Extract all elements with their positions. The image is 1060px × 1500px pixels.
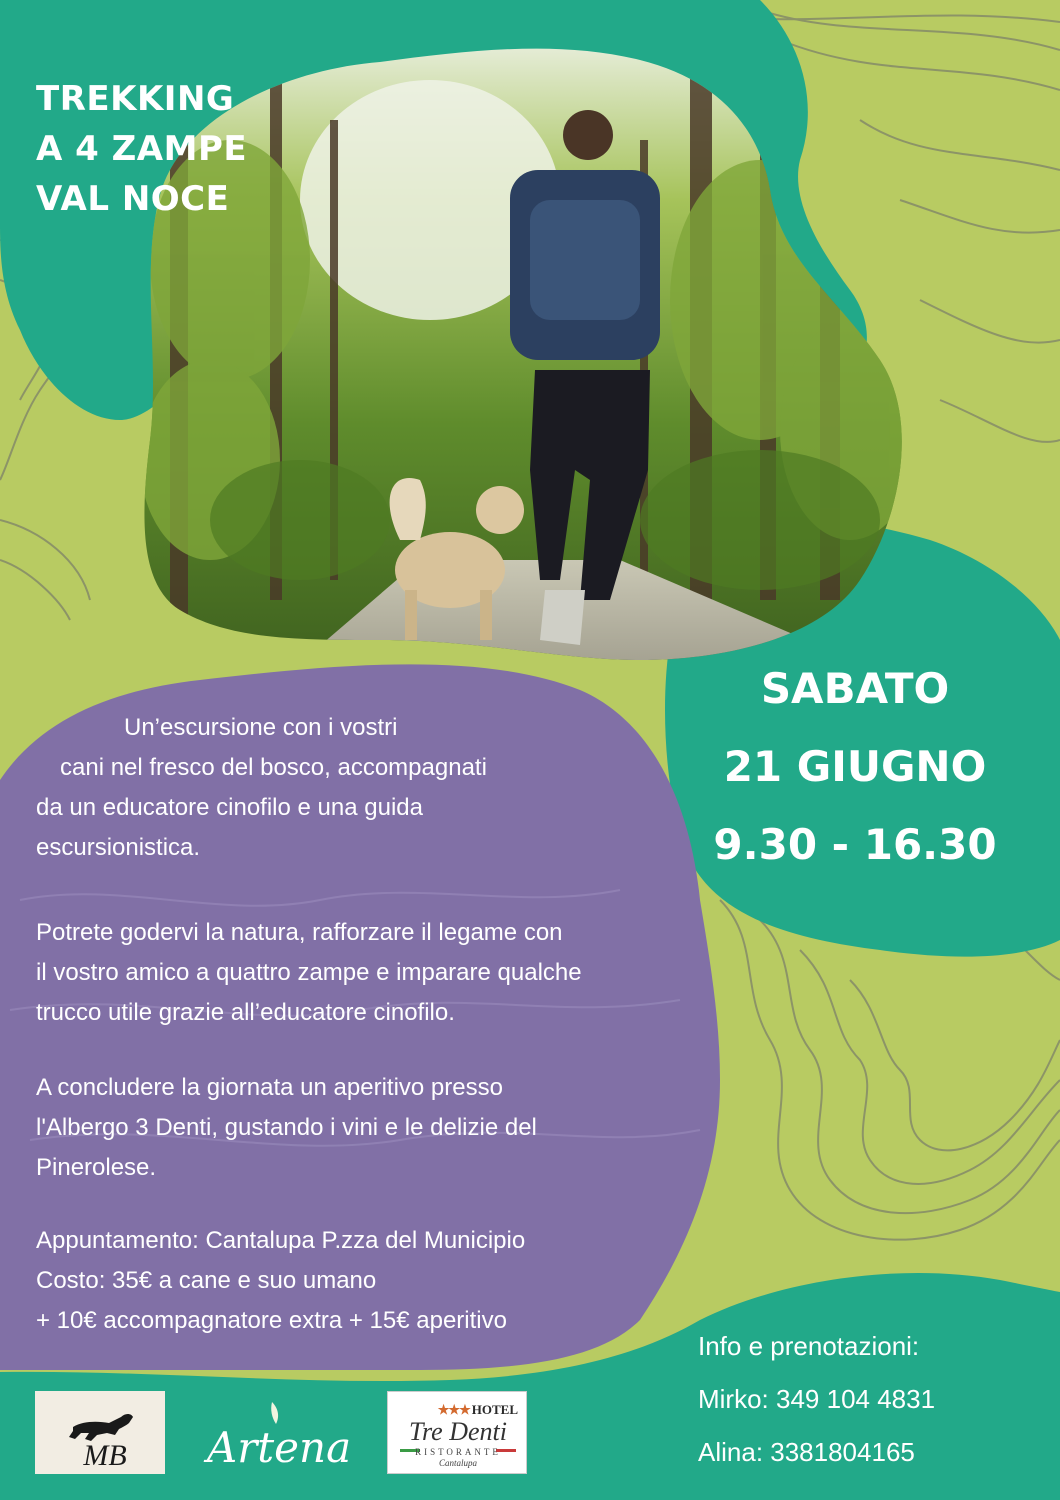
hotel-name: Tre Denti [409,1417,507,1446]
description-line: cani nel fresco del bosco, accompagnati [60,754,487,781]
description-line: Potrete godervi la natura, rafforzare il legame con [36,919,563,946]
mb-logo-text: MB [83,1439,127,1472]
dog-silhouette-icon [35,1391,165,1474]
description-line: Un’escursione con i vostri [124,714,398,741]
description-paragraph-2 [36,913,582,1033]
hotel-label: HOTEL [471,1402,518,1417]
hotel-town: Cantalupa [438,1458,477,1468]
event-date-block [690,650,1020,884]
description-line: A concludere la giornata un aperitivo presso [36,1074,503,1101]
event-day: SABATO [760,664,950,713]
contact-heading: Info e prenotazioni: [698,1331,920,1361]
artena-logo-text: Artena [206,1423,352,1472]
description-line: escursionistica. [36,834,201,861]
appointment-text: Appuntamento: Cantalupa P.zza del Municipio [36,1227,526,1254]
description-line: l'Albergo 3 Denti, gustando i vini e le delizie del [36,1114,537,1141]
description-paragraph-3 [36,1068,537,1188]
event-title [36,74,247,224]
mb-logo [35,1391,165,1474]
title-line-1: TREKKING [36,79,235,119]
leaf-icon [271,1402,278,1424]
event-details [36,1221,525,1341]
event-date: 21 GIUGNO [723,742,987,791]
title-line-2: A 4 ZAMPE [36,129,248,169]
description-line: trucco utile grazie all’educatore cinofilo. [36,999,455,1026]
hotel-ristorante: RISTORANTE [415,1447,501,1457]
event-time: 9.30 - 16.30 [713,820,997,869]
description-line: il vostro amico a quattro zampe e imparare qualche [36,959,582,986]
description-paragraph-1 [36,708,487,868]
description-line: da un educatore cinofilo e una guida [36,794,423,821]
cost-text: Costo: 35€ a cane e suo umano [36,1267,377,1294]
contact-alina[interactable]: Alina: 3381804165 [698,1437,915,1467]
contact-mirko[interactable]: Mirko: 349 104 4831 [698,1384,936,1414]
stars-icon: ★★★ [437,1402,470,1417]
contact-info [698,1320,935,1479]
artena-logo [192,1396,367,1476]
title-line-3: VAL NOCE [36,179,230,219]
extra-cost-text: + 10€ accompagnatore extra + 15€ aperitivo [36,1307,507,1334]
hotel-tre-denti-logo [387,1391,527,1474]
description-line: Pinerolese. [36,1154,157,1181]
